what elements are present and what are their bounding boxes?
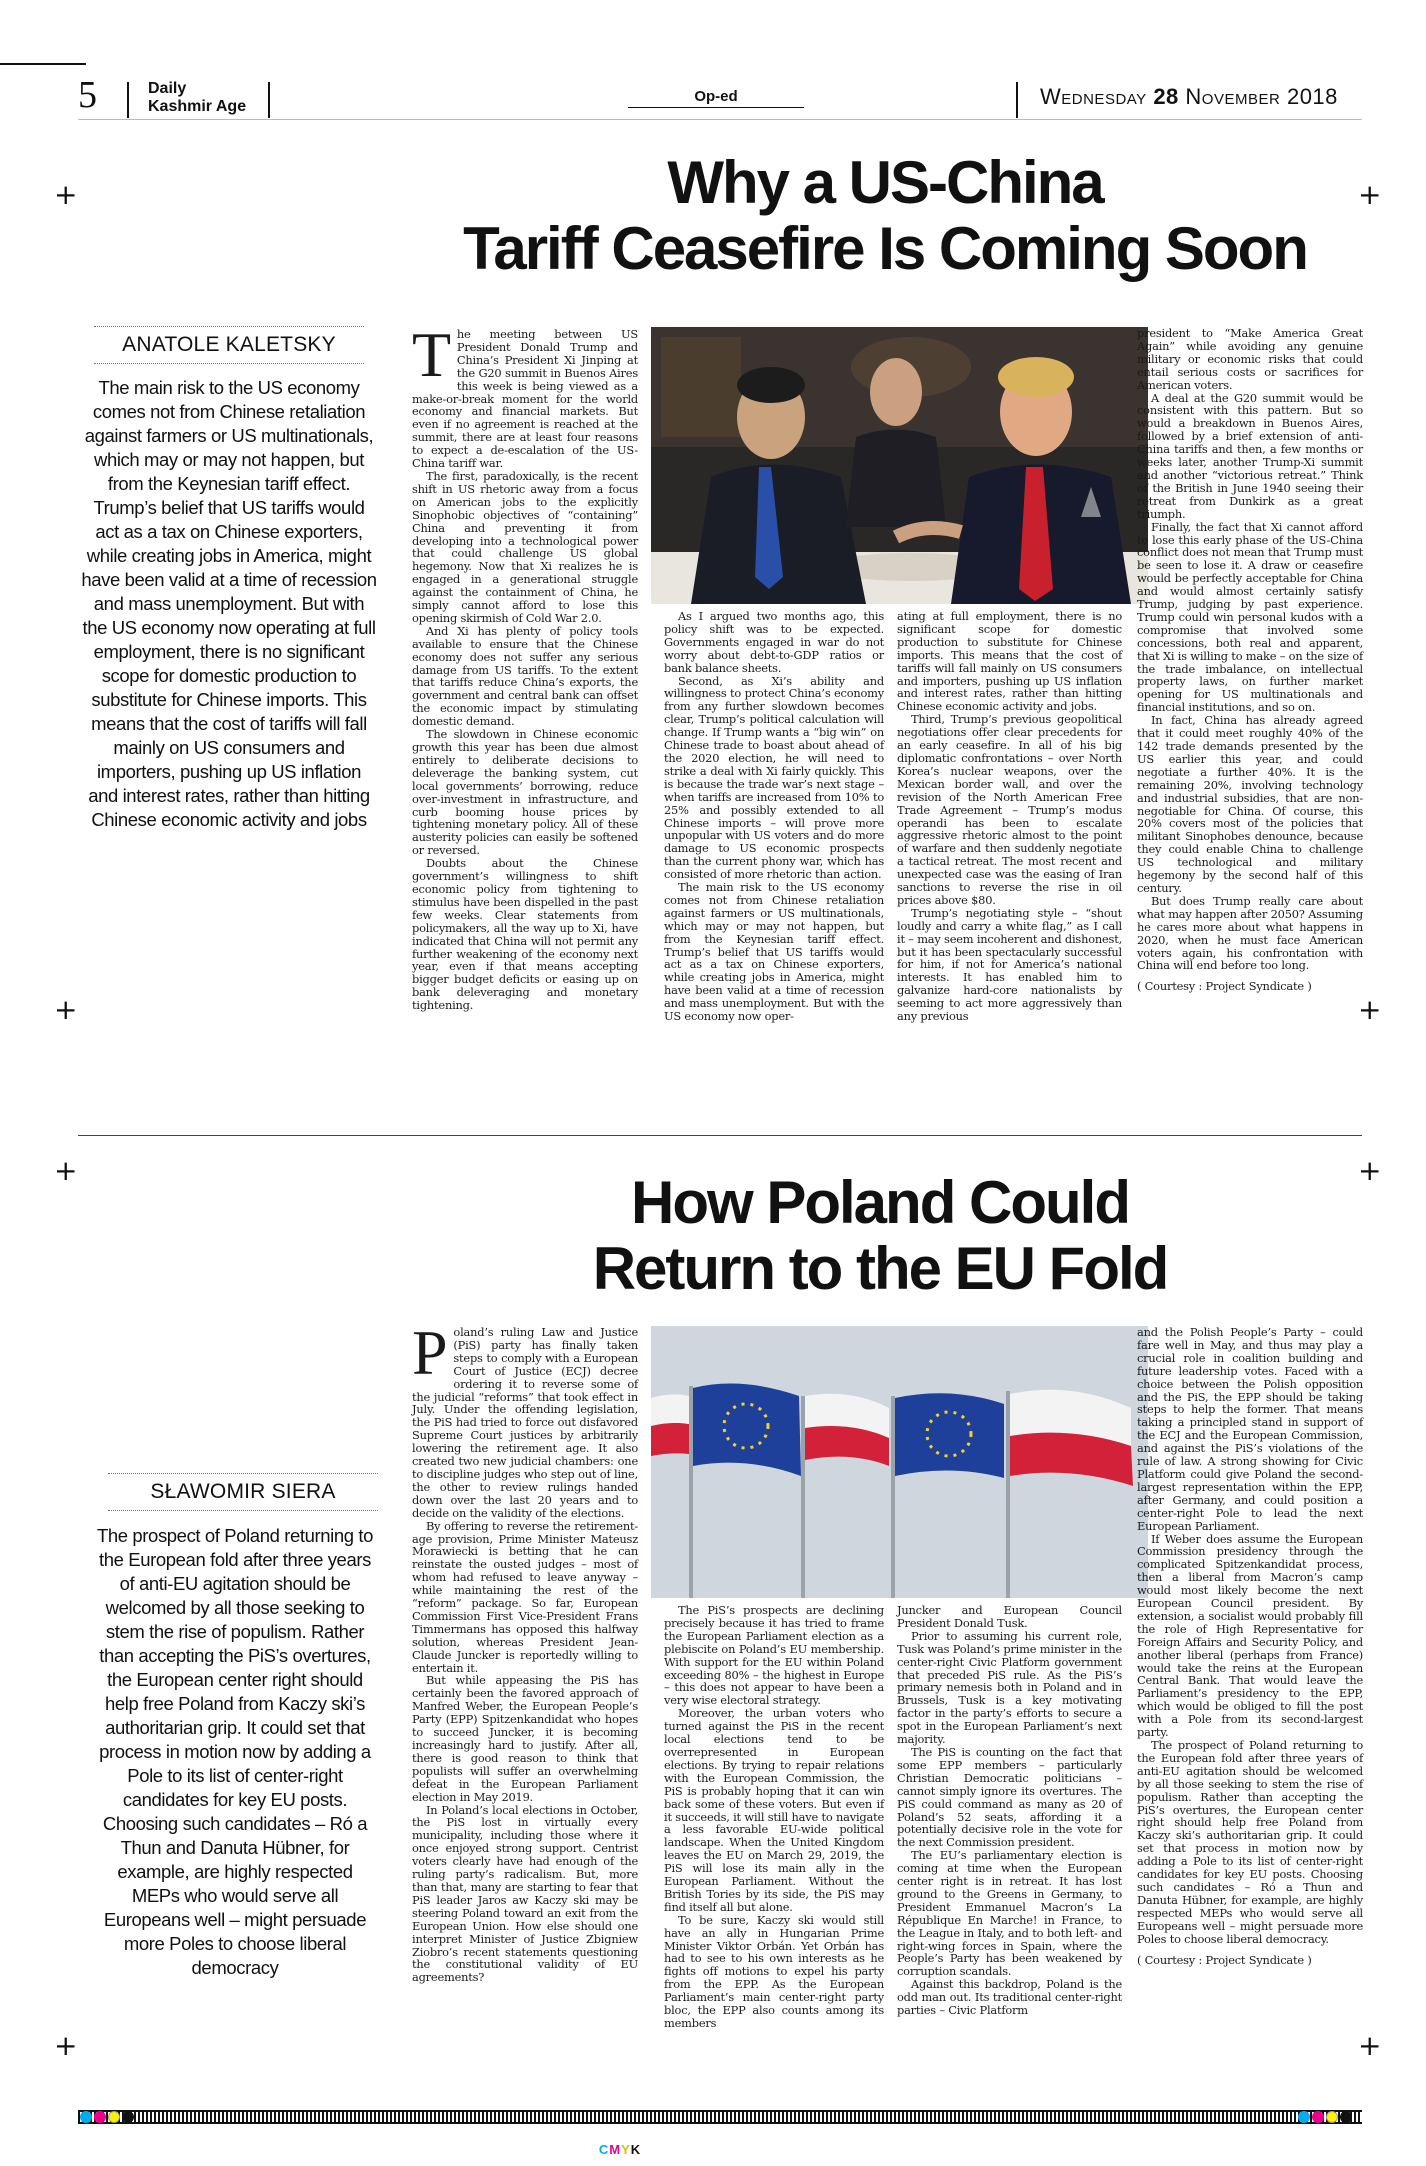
paragraph: The main risk to the US economy comes not from Chinese retaliation against farmers or US multinationals, which may or may not happen, but from the Keynesian tariff effect. Trump’s belief that US tariffs would act as a tax on Chinese exporters, while creating jobs in America, might have been valid at a time of recession and mass unemployment. But with the US economy now oper- <box>664 880 884 1024</box>
date-day: 28 <box>1153 84 1179 109</box>
date-year: 2018 <box>1286 84 1338 109</box>
article2-column-1 <box>412 1317 638 1985</box>
registration-mark: + <box>1358 993 1382 1026</box>
cyan-swatch <box>1298 2111 1310 2123</box>
article1-courtesy: ( Courtesy : Project Syndicate ) <box>1137 979 1312 994</box>
article1-column-3 <box>897 610 1122 1023</box>
article2-byline: SŁAWOMIR SIERA <box>108 1473 378 1511</box>
article2-pull-quote: The prospect of Poland returning to the European fold after three years of anti-EU agitation should be welcomed by all those seeking to stem the rise of populism. Rather than accepting the PiS’s overtures, the European center right should help free Poland from Kaczy ski’s authoritarian grip. It could set that process in motion now by adding a Pole to its list of center-right candidates for key EU posts. Choosing such candidates – Ró a Thun and Danuta Hübner, for example, are highly respected MEPs who would serve all Europeans well – might persuade more Poles to choose liberal democracy <box>96 1525 373 1978</box>
article1-pull-quote: The main risk to the US economy comes not from Chinese retaliation against farmers or US multinationals, which may or may not happen, but from the Keynesian tariff effect. Trump’s belief that US tariffs would act as a tax on Chinese exporters, while creating jobs in America, might have been valid at a time of recession and mass unemployment. But with the US economy now operating at full employment, there is no significant scope for domestic production to substitute for Chinese imports. This means that the cost of tariffs will fall mainly on US consumers and importers, pushing up US inflation and interest rates, rather than hitting Chinese economic activity and jobs <box>81 377 377 830</box>
paragraph: In Poland’s local elections in October, the PiS lost in virtually every municipality, including those where it once enjoyed strong support. Centrist voters clearly have had enough of the ruling party’s radicalism. But, more than that, many are starting to fear that PiS leader Jaros aw Kaczy ski may be steering Poland toward an exit from the European Union. How else should one interpret Minister of Justice Zbigniew Ziobro’s recent statements questioning the constitutional validity of EU agreements? <box>412 1802 638 1985</box>
black-swatch <box>122 2111 134 2123</box>
cmyk-c: C <box>598 2142 610 2157</box>
headline-line: Return to the EU Fold <box>592 1235 1168 1302</box>
registration-mark: + <box>1358 1154 1382 1187</box>
paragraph: To be sure, Kaczy ski would still have an ally in Hungarian Prime Minister Viktor Orbán. Yet Orbán has had to see to his own interests as he fights off motions to expel his party from the EPP. As the European Parliament’s main center-right party bloc, the EPP also counts among its members <box>664 1912 884 2030</box>
paragraph: If Weber does assume the European Commission presidency through the complicated Spitzenkandidat process, then a liberal from Macron’s camp would most likely become the next European Council president. By extension, a socialist would probably fill the role of High Representative for Foreign Affairs and Security Policy, and another liberal (perhaps from France) would take the reins at the European Central Bank. That would leave the Parliament’s presidency to the EPP, which would be obliged to fill the post with a Pole from its second-largest party. <box>1137 1531 1363 1740</box>
yellow-swatch <box>108 2111 120 2123</box>
paragraph: By offering to reverse the retirement-age provision, Prime Minister Mateusz Morawiecki is betting that he can reinstate the ousted judges – most of whom had refused to leave anyway – while maintaining the rest of the “reform” package. So far, European Commission First Vice-President Frans Timmermans has opposed this halfway solution, whereas President Jean-Claude Juncker is reportedly willing to entertain it. <box>412 1518 638 1675</box>
registration-mark: + <box>54 1154 78 1187</box>
article2-column-3 <box>897 1604 1122 2017</box>
date-weekday: Wednesday <box>1040 84 1147 109</box>
article1-photo <box>651 327 1148 604</box>
registration-mark: + <box>1358 178 1382 211</box>
paragraph: The PiS’s prospects are declining precisely because it has tried to frame the European Parliament election as a plebiscite on Poland’s EU membership. With support for the EU within Poland exceeding 80% – the highest in Europe – this does not appear to have been a very wise electoral strategy. <box>664 1603 884 1708</box>
paragraph: As I argued two months ago, this policy shift was to be expected. Governments engaged in war do not worry about debt-to-GDP ratios or bank balance sheets. <box>664 609 884 675</box>
paragraph: and the Polish People’s Party – could fare well in May, and thus may play a crucial role in coalition building and future leadership votes. Faced with a choice between the Polish opposition and the PiS, the EPP should be taking steps to help the former. That means taking a principled stand in support of the ECJ and the European Commission, and against the PiS’s violations of the rule of law. A strong showing for Civic Platform could give Poland the second-largest representation within the EPP, after Germany, and could position a center-right Pole to lead the next European Parliament. <box>1137 1325 1363 1533</box>
paragraph: Doubts about the Chinese government’s willingness to shift economic policy from tightening to stimulus have been dispelled in the past few weeks. Clear statements from policymakers, all the way up to Xi, have indicated that China will not permit any further weakening of the economy next year, even if that means accepting bigger budget deficits or easing up on bank deleveraging and monetary tightening. <box>412 856 638 1013</box>
section-label: Op-ed <box>628 88 804 108</box>
article1-column-4 <box>1137 327 1363 993</box>
paragraph: The EU’s parliamentary election is coming at time when the European center right is in retreat. It has lost ground to the Greens in Germany, to President Emmanuel Macron’s La République En Marche! in France, to the League in Italy, and to both left- and right-wing forces in Spain, where the People’s Party has been weakened by corruption scandals. <box>897 1848 1122 1979</box>
masthead-line1: Daily <box>148 80 187 97</box>
flags-photo-illustration <box>651 1326 1148 1598</box>
paragraph-text: he meeting between US President Donald Trump and China’s President Xi Jinping at the G20 summit in Buenos Aires this week is being viewed as a make-or-break moment for the world economy and financial markets. But even if no agreement is reached at the summit, there are at least four reasons to expect a de-escalation of the US-China tariff war. <box>412 327 638 471</box>
registration-mark: + <box>54 2029 78 2062</box>
paragraph: The PiS is counting on the fact that some EPP members – particularly Christian Democratic politicians – cannot simply ignore its overtures. The PiS could command as many as 20 of Poland’s 52 seats, affording it a potentially decisive role in the vote for the next Commission president. <box>897 1744 1122 1850</box>
paragraph: Trump’s negotiating style – “shout loudly and carry a white flag,” as I call it – may seem incoherent and dishonest, but it has been spectacularly successful for him, if not for America’s national interests. It has enabled him to galvanize hard-core nationalists by seeming to act more aggressively than any previous <box>897 905 1122 1024</box>
headline-line: Tariff Ceasefire Is Coming Soon <box>463 215 1307 282</box>
magenta-swatch <box>1312 2111 1324 2123</box>
paragraph: Moreover, the urban voters who turned against the PiS in the recent local elections tend to be overrepresented in European elections. By trying to repair relations with the European Commission, the PiS is probably hoping that it can win back some of these voters. But even if it succeeds, it will still have to navigate a less favorable EU-wide political landscape. When the United Kingdom leaves the EU on March 29, 2019, the PiS will lose its main ally in the European Parliament. Without the British Tories by its side, the PiS may find itself all but alone. <box>664 1706 884 1914</box>
registration-mark: + <box>1358 2029 1382 2062</box>
header-bottom-rule <box>78 119 1362 120</box>
paragraph: Juncker and European Council President Donald Tusk. <box>897 1603 1122 1630</box>
summit-photo-illustration <box>651 327 1148 604</box>
paragraph <box>412 319 638 471</box>
paragraph: Second, as Xi’s ability and willingness to protect China’s economy from any further slowdown becomes clear, Trump’s political calculation will change. If Trump wants a “big win” on Chinese trade to boast about ahead of the 2020 election, he will need to strike a deal with Xi fairly quickly. This is because the trade war’s next stage – when tariffs are increased from 10% to 25% and possibly extended to all Chinese imports – will prove more unpopular with US voters and do more damage to US economic prospects than the current phony war, which has consisted of more rhetoric than action. <box>664 673 884 882</box>
article2-column-4 <box>1137 1326 1363 1966</box>
date-month: November <box>1185 84 1281 109</box>
paragraph-text: oland’s ruling Law and Justice (PiS) party has finally taken steps to comply with a European Court of Justice (ECJ) decree ordering it to reverse some of the judicial “reforms” that took effect in July. Under the offending legislation, the PiS had tried to force out disfavored Supreme Court justices by arbitrarily lowering the retirement age. It also created two new judicial chambers: one to discipline judges who step out of line, the other to review rulings handed down over the last 20 years and to decide on the validity of the elections. <box>412 1325 638 1520</box>
header-divider <box>1016 82 1018 118</box>
cyan-swatch <box>80 2111 92 2123</box>
drop-cap: T <box>412 319 451 390</box>
magenta-swatch <box>94 2111 106 2123</box>
page-number: 5 <box>78 74 97 116</box>
paragraph: ating at full employment, there is no significant scope for domestic production to substitute for Chinese imports. This means that the cost of tariffs will fall mainly on US consumers and importers, pushing up US inflation and interest rates, rather than hitting Chinese economic activity and jobs. <box>897 609 1122 714</box>
article2-photo <box>651 1326 1148 1598</box>
article1-column-1 <box>412 319 638 1013</box>
paragraph: A deal at the G20 summit would be consistent with this pattern. But so would a breakdown in Buenos Aires, followed by a brief extension of anti-China tariffs and then, a few months or weeks later, another Trump-Xi summit and another “victorious retreat.” Think of the British in June 1940 seeing their retreat from Dunkirk as a great triumph. <box>1137 390 1363 521</box>
paragraph: Third, Trump’s previous geopolitical negotiations offer clear precedents for an early ceasefire. In all of his big diplomatic confrontations – over North Korea’s nuclear weapons, over the Mexican border wall, and over the revision of the North American Free Trade Agreement – Trump’s modus operandi has been to escalate aggressive rhetoric almost to the point of warfare and then suddenly negotiate a tactical retreat. The most recent and unexpected case was the easing of Iran sanctions to reverse the rise in oil prices above $80. <box>897 712 1122 907</box>
print-color-bar <box>78 2110 1362 2124</box>
article2-headline <box>500 1170 1260 1302</box>
paragraph: The prospect of Poland returning to the European fold after three years of anti-EU agitation should be welcomed by all those seeking to stem the rise of populism. Rather than accepting the PiS’s overtures, the European center right should help free Poland from Kaczy ski’s authoritarian grip. It could set that process in motion now by adding a Pole to its list of center-right candidates for key EU posts. Choosing such candidates – Ró a Thun and Danuta Hübner, for example, are highly respected MEPs who would serve all Europeans well – might persuade more Poles to choose liberal democracy. <box>1137 1738 1363 1946</box>
header-divider <box>268 82 270 118</box>
cmyk-label <box>590 2142 650 2157</box>
article2-column-2 <box>664 1604 884 2030</box>
cmyk-k: K <box>630 2142 642 2157</box>
paragraph: But does Trump really care about what may happen after 2050? Assuming he cares more about what happens in 2020, when he must face American voters again, his confrontation with China will end before too long. <box>1137 893 1363 973</box>
paragraph: Prior to assuming his current role, Tusk was Poland’s prime minister in the center-right Civic Platform government that preceded PiS rule. As the PiS’s primary nemesis both in Poland and in Brussels, Tusk is a key motivating factor in the party’s efforts to secure a spot in the European Parliament’s next majority. <box>897 1628 1122 1747</box>
registration-mark: + <box>54 993 78 1026</box>
cmyk-m: M <box>609 2142 622 2157</box>
paragraph: But while appeasing the PiS has certainly been the favored approach of Manfred Weber, the European People’s Party (EPP) Spitzenkandidat who hopes to succeed Juncker, it is becoming increasingly hard to justify. After all, there is good reason to think that populists will suffer an overwhelming defeat in the European Parliament election in May 2019. <box>412 1673 638 1804</box>
registration-mark: + <box>54 178 78 211</box>
headline-line: Why a US-China <box>667 149 1103 216</box>
article1-column-2 <box>664 610 884 1023</box>
paragraph: The slowdown in Chinese economic growth this year has been due almost entirely to deliberate decisions to deleverage the banking system, cut local governments’ borrowing, reduce over-investment in infrastructure, and curb booming house prices by tightening monetary policy. All of these austerity policies can easily be softened or reversed. <box>412 727 638 858</box>
drop-cap: P <box>412 1317 448 1388</box>
paragraph: Finally, the fact that Xi cannot afford to lose this early phase of the US-China conflict does not mean that Trump must be seen to lose it. A draw or ceasefire would be perfectly acceptable for China and would almost certainly satisfy Trump, judging by past experience. Trump could win personal kudos with a compromise that involved some concessions, both real and apparent, that Xi is willing to make – on the size of the trade imbalance, on intellectual property laws, on further market opening for US multinationals and financial institutions, and so on. <box>1137 519 1363 715</box>
issue-date <box>1040 84 1338 110</box>
paragraph <box>412 1317 638 1520</box>
article1-headline <box>420 150 1350 282</box>
masthead-line2: Kashmir Age <box>148 98 247 115</box>
paragraph: In fact, China has already agreed that it could meet roughly 40% of the 142 trade demands presented by the US earlier this year, and could negotiate a further 40%. It is the remaining 20%, involving technology and industrial subsidies, that are non-negotiable for China. Of course, this 20% covers most of the policies that militant Sinophobes denounce, because they could enable China to challenge US technological and military hegemony by the second half of this century. <box>1137 713 1363 895</box>
paragraph: president to “Make America Great Again” while avoiding any genuine military or economic risks that could entail serious costs or sacrifices for American voters. <box>1137 326 1363 392</box>
header-divider <box>127 82 129 118</box>
paragraph: The first, paradoxically, is the recent shift in US rhetoric away from a focus on American jobs to the explicitly Sinophobic objectives of “containing” China and preventing it from developing into a technological power that could challenge US global hegemony. Now that Xi realizes he is engaged in a generational struggle against the containment of China, he simply cannot afford to lose this opening skirmish of Cold War 2.0. <box>412 468 638 625</box>
black-swatch <box>1340 2111 1352 2123</box>
article-divider <box>78 1135 1362 1136</box>
paragraph: And Xi has plenty of policy tools available to ensure that the Chinese economy does not suffer any serious damage from US tariffs. To the extent that tariffs reduce China’s exports, the government and central bank can offset the economic impact by stimulating domestic demand. <box>412 623 638 729</box>
cmyk-y: Y <box>621 2142 631 2157</box>
header-top-rule <box>0 63 86 65</box>
headline-line: How Poland Could <box>631 1169 1129 1236</box>
masthead <box>148 80 246 116</box>
yellow-swatch <box>1326 2111 1338 2123</box>
paragraph: Against this backdrop, Poland is the odd man out. Its traditional center-right parties – Civic Platform <box>897 1977 1122 2018</box>
article1-byline: ANATOLE KALETSKY <box>94 326 364 364</box>
article2-courtesy: ( Courtesy : Project Syndicate ) <box>1137 1952 1312 1967</box>
